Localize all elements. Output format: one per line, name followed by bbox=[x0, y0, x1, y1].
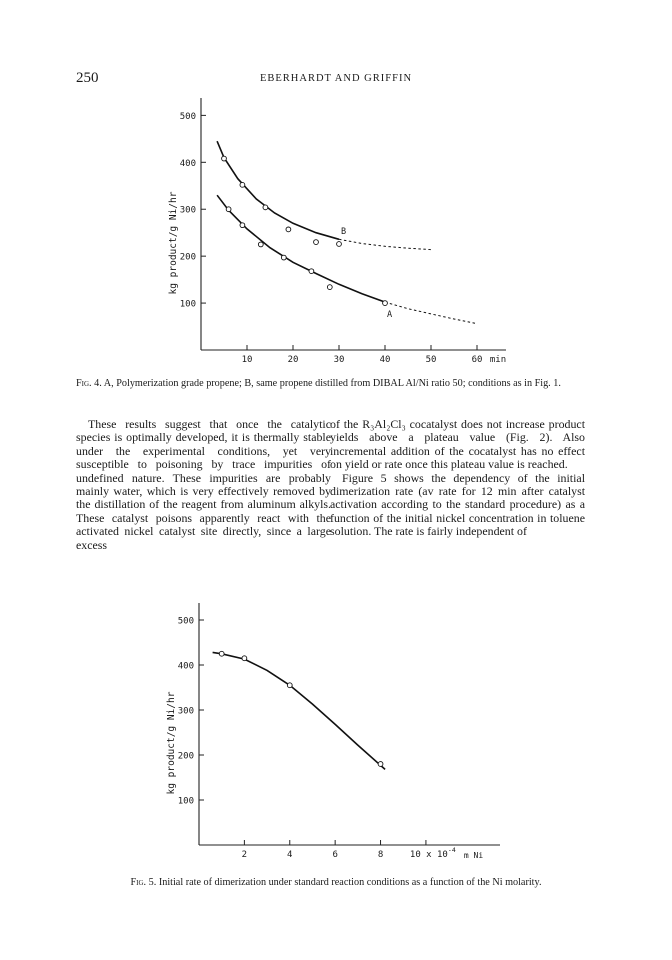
fig4-series-b-curve bbox=[217, 141, 339, 239]
paragraph: Figure 5 shows the dependency of the initial dimerization rate (av rate for 12 min after catalyst activation according to the standard procedure) as a function of the initial nickel concentration in toluene solution. The rate is fairly independent of bbox=[330, 470, 585, 539]
figure-5-caption-label: Fig. 5. bbox=[130, 877, 157, 888]
fig4-series-a-point bbox=[258, 242, 263, 247]
fig4-series-a-point bbox=[383, 301, 388, 306]
fig4-y-tick-label: 400 bbox=[179, 158, 196, 169]
fig5-x-axis-exponent: -4 bbox=[447, 846, 456, 854]
page-number: 250 bbox=[76, 70, 99, 86]
fig4-x-tick-label: 50 bbox=[425, 355, 437, 365]
fig5-x-axis-end-label: 10 x 10 bbox=[409, 850, 448, 860]
paragraph: of the R₃Al₂Cl₃ cocatalyst does not increase product yields above a plateau value (Fig. 2). Also incremental addition of the cocatalyst has no effect on yield or rate once this plateau value is reached. bbox=[330, 417, 585, 472]
figure-5-caption-text: Initial rate of dimerization under standard reaction conditions as a function of the Ni molarity. bbox=[158, 877, 542, 888]
fig4-y-tick-label: 300 bbox=[179, 205, 196, 216]
fig4-series-b-label: B bbox=[341, 226, 347, 237]
fig4-series-a-label: A bbox=[387, 310, 393, 321]
fig4-series-b-point bbox=[222, 156, 227, 161]
fig4-series-a-point bbox=[327, 285, 332, 290]
fig5-x-tick-label: 8 bbox=[377, 850, 384, 860]
fig4-series-b-extrapolation bbox=[339, 239, 431, 249]
figure-5-caption bbox=[0, 876, 672, 889]
fig5-y-axis-label: kg product/g Ni/hr bbox=[166, 691, 177, 795]
fig4-series-a-point bbox=[226, 207, 231, 212]
fig4-series-a-curve bbox=[217, 195, 385, 302]
fig5-x-axis-unit: m Ni bbox=[463, 851, 484, 860]
fig5-y-tick-label: 200 bbox=[177, 751, 194, 762]
fig4-series-b-point bbox=[337, 242, 342, 247]
fig4-y-tick-label: 200 bbox=[179, 252, 196, 263]
fig4-series-a-point bbox=[309, 269, 314, 274]
fig4-x-tick-label: 60 bbox=[471, 355, 483, 365]
fig4-x-tick-label: 20 bbox=[287, 355, 299, 365]
fig5-x-tick-label: 6 bbox=[332, 850, 338, 860]
fig4-series-a-point bbox=[240, 223, 245, 228]
running-head: EBERHARDT AND GRIFFIN bbox=[259, 73, 413, 84]
fig4-x-tick-label: 10 bbox=[241, 355, 253, 365]
fig5-y-tick-label: 400 bbox=[177, 661, 194, 672]
figure-4-caption-text: A, Polymerization grade propene; B, same propene distilled from DIBAL Al/Ni ratio 50; conditions as in Fig. 1. bbox=[103, 378, 561, 389]
fig5-y-tick-label: 100 bbox=[177, 796, 194, 807]
fig5-y-tick-label: 300 bbox=[177, 706, 194, 717]
paragraph: These results suggest that once the catalytic species is optimally developed, it is thermally stable under the experimental conditions, yet very susceptible to poisoning by trace impurities of undefined nature. These impurities are probably mainly water, which is very effectively removed by the distillation of the reagent from aluminum alkyls. These catalyst poisons apparently react with the activated nickel catalyst site directly, since a large excess bbox=[76, 417, 331, 552]
fig5-point bbox=[378, 762, 383, 767]
fig5-x-tick-label: 2 bbox=[241, 850, 248, 860]
fig4-x-unit-label: min bbox=[489, 355, 507, 365]
fig5-point bbox=[242, 656, 247, 661]
fig5-curve bbox=[213, 652, 386, 769]
fig4-y-tick-label: 500 bbox=[179, 111, 196, 122]
fig4-x-tick-label: 30 bbox=[333, 355, 345, 365]
fig4-series-b-point bbox=[240, 182, 245, 187]
fig5-x-tick-label: 4 bbox=[287, 850, 293, 860]
figure-4-caption-label: Fig. 4. bbox=[76, 378, 102, 389]
text-column-right bbox=[330, 418, 585, 539]
text-column-left bbox=[76, 418, 331, 552]
fig4-series-b-point bbox=[314, 240, 319, 245]
fig4-x-tick-label: 40 bbox=[379, 355, 391, 365]
fig4-series-b-point bbox=[286, 227, 291, 232]
fig4-series-a-point bbox=[281, 255, 286, 260]
fig4-y-axis-label: kg product/g Ni/hr bbox=[168, 191, 179, 295]
fig5-y-tick-label: 500 bbox=[177, 616, 194, 627]
fig4-series-a-extrapolation bbox=[385, 302, 477, 324]
figure-4-caption bbox=[76, 377, 600, 390]
fig4-y-tick-label: 100 bbox=[179, 299, 196, 310]
fig5-point bbox=[287, 683, 292, 688]
fig4-series-b-point bbox=[263, 205, 268, 210]
fig5-point bbox=[219, 651, 224, 656]
